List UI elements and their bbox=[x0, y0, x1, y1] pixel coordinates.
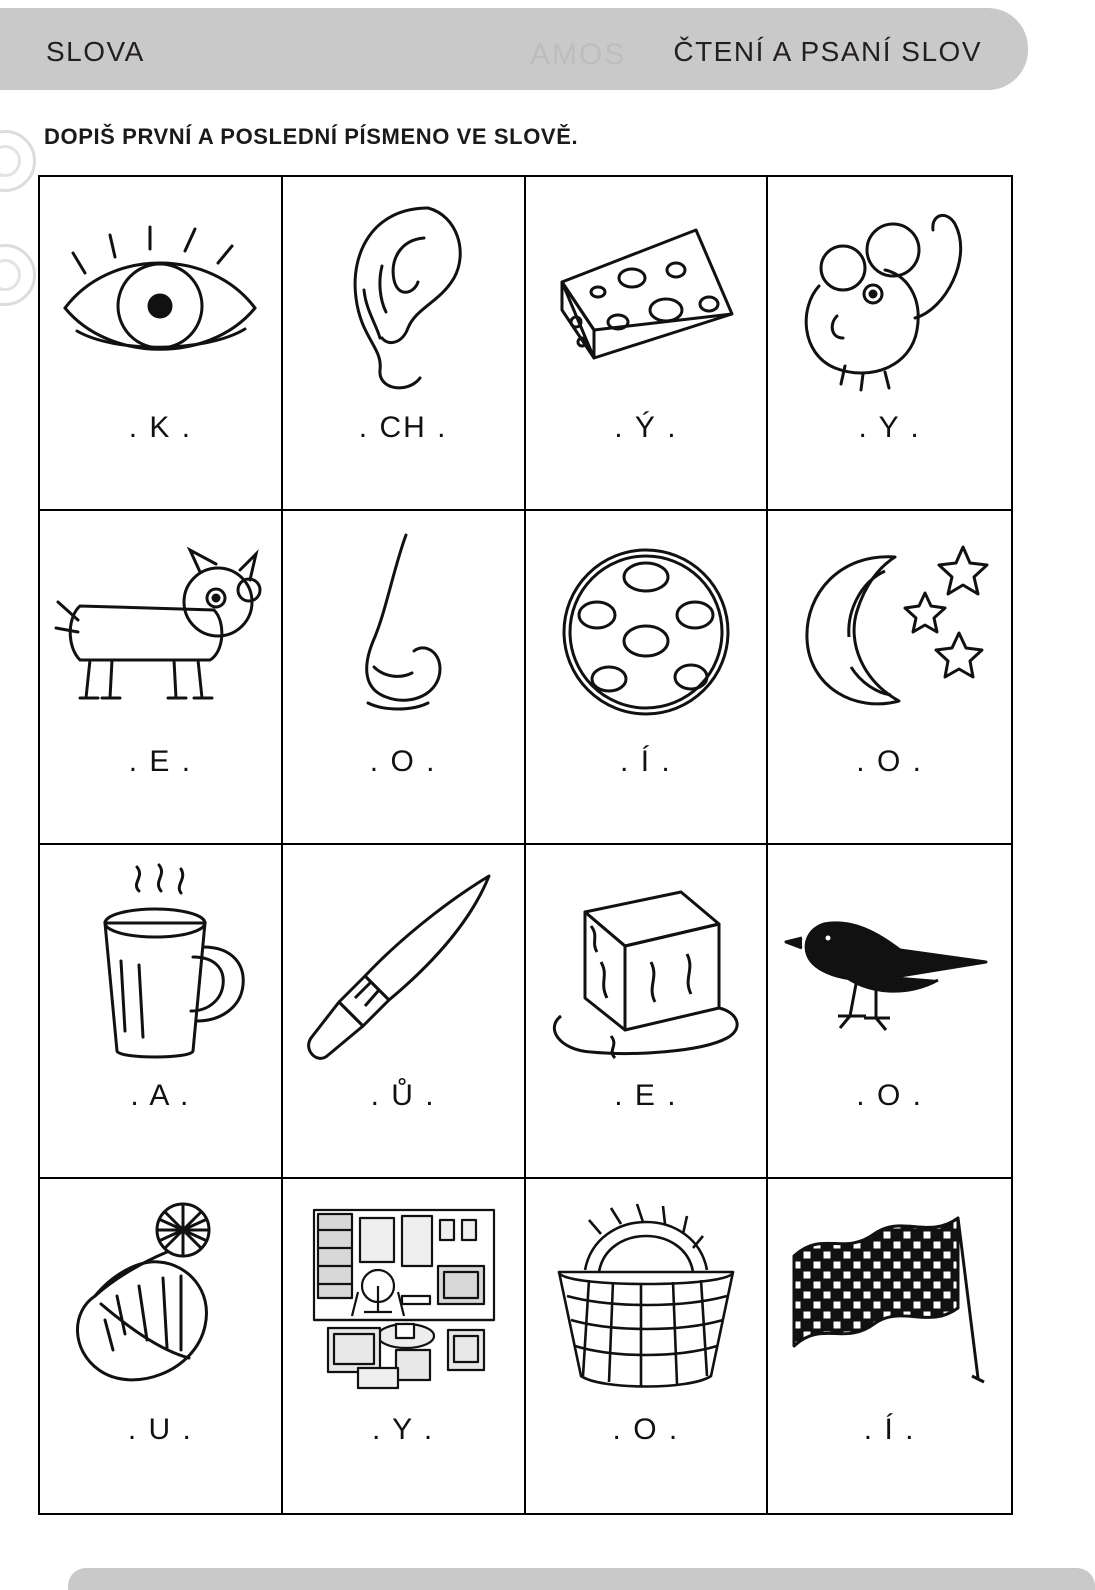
header-right-title: ČTENÍ A PSANÍ SLOV bbox=[673, 36, 982, 67]
mouse-icon bbox=[768, 177, 1011, 405]
knife-icon bbox=[283, 845, 524, 1073]
bird-icon bbox=[768, 845, 1011, 1073]
worksheet-cell[interactable] bbox=[40, 1179, 283, 1513]
room-icon bbox=[283, 1179, 524, 1407]
worksheet-cell[interactable] bbox=[283, 511, 526, 845]
worksheet-cell[interactable] bbox=[283, 845, 526, 1179]
answer-text: . O . bbox=[856, 1079, 923, 1112]
footer-bar bbox=[68, 1568, 1095, 1590]
answer-text: . Í . bbox=[620, 745, 672, 778]
ball-icon bbox=[526, 511, 767, 739]
answer-text: . O . bbox=[369, 745, 437, 778]
answer-text: . K . bbox=[128, 411, 193, 444]
worksheet-cell[interactable] bbox=[526, 845, 769, 1179]
flag-icon bbox=[768, 1179, 1011, 1407]
worksheet-cell[interactable] bbox=[283, 177, 526, 511]
answer-text: . U . bbox=[127, 1413, 193, 1446]
mug-icon bbox=[40, 845, 281, 1073]
answer-text: . Y . bbox=[858, 411, 921, 444]
answer-text: . Í . bbox=[863, 1413, 916, 1446]
basket-icon bbox=[526, 1179, 767, 1407]
header-left-title: SLOVA bbox=[46, 36, 145, 67]
header-bar bbox=[0, 8, 1028, 90]
decorative-swirl-icon bbox=[0, 244, 36, 306]
worksheet-cell[interactable] bbox=[768, 845, 1011, 1179]
answer-text: . Y . bbox=[371, 1413, 435, 1446]
worksheet-cell[interactable] bbox=[40, 845, 283, 1179]
worksheet-cell[interactable] bbox=[526, 511, 769, 845]
ice-cube-icon bbox=[526, 845, 767, 1073]
leaf-icon bbox=[40, 1179, 281, 1407]
eye-icon bbox=[40, 177, 281, 405]
watermark-text: AMOS bbox=[530, 38, 627, 71]
answer-text: . Ý . bbox=[614, 411, 678, 444]
answer-text: . E . bbox=[128, 745, 193, 778]
answer-text: . E . bbox=[614, 1079, 678, 1112]
worksheet-cell[interactable] bbox=[40, 177, 283, 511]
worksheet-cell[interactable] bbox=[526, 1179, 769, 1513]
cheese-icon bbox=[526, 177, 767, 405]
answer-text: . O . bbox=[612, 1413, 680, 1446]
worksheet-cell[interactable] bbox=[768, 177, 1011, 511]
answer-text: . Ů . bbox=[370, 1079, 436, 1112]
dog-icon bbox=[40, 511, 281, 739]
instruction-text: DOPIŠ PRVNÍ A POSLEDNÍ PÍSMENO VE SLOVĚ. bbox=[44, 124, 579, 149]
worksheet-cell[interactable] bbox=[768, 511, 1011, 845]
worksheet-cell[interactable] bbox=[40, 511, 283, 845]
worksheet-cell[interactable] bbox=[283, 1179, 526, 1513]
worksheet-cell[interactable] bbox=[526, 177, 769, 511]
ear-icon bbox=[283, 177, 524, 405]
moon-stars-icon bbox=[768, 511, 1011, 739]
worksheet-cell[interactable] bbox=[768, 1179, 1011, 1513]
nose-icon bbox=[283, 511, 524, 739]
answer-text: . CH . bbox=[358, 411, 448, 444]
answer-text: . A . bbox=[130, 1079, 191, 1112]
decorative-swirl-icon bbox=[0, 130, 36, 192]
answer-text: . O . bbox=[856, 745, 923, 778]
worksheet-grid bbox=[38, 175, 1013, 1515]
